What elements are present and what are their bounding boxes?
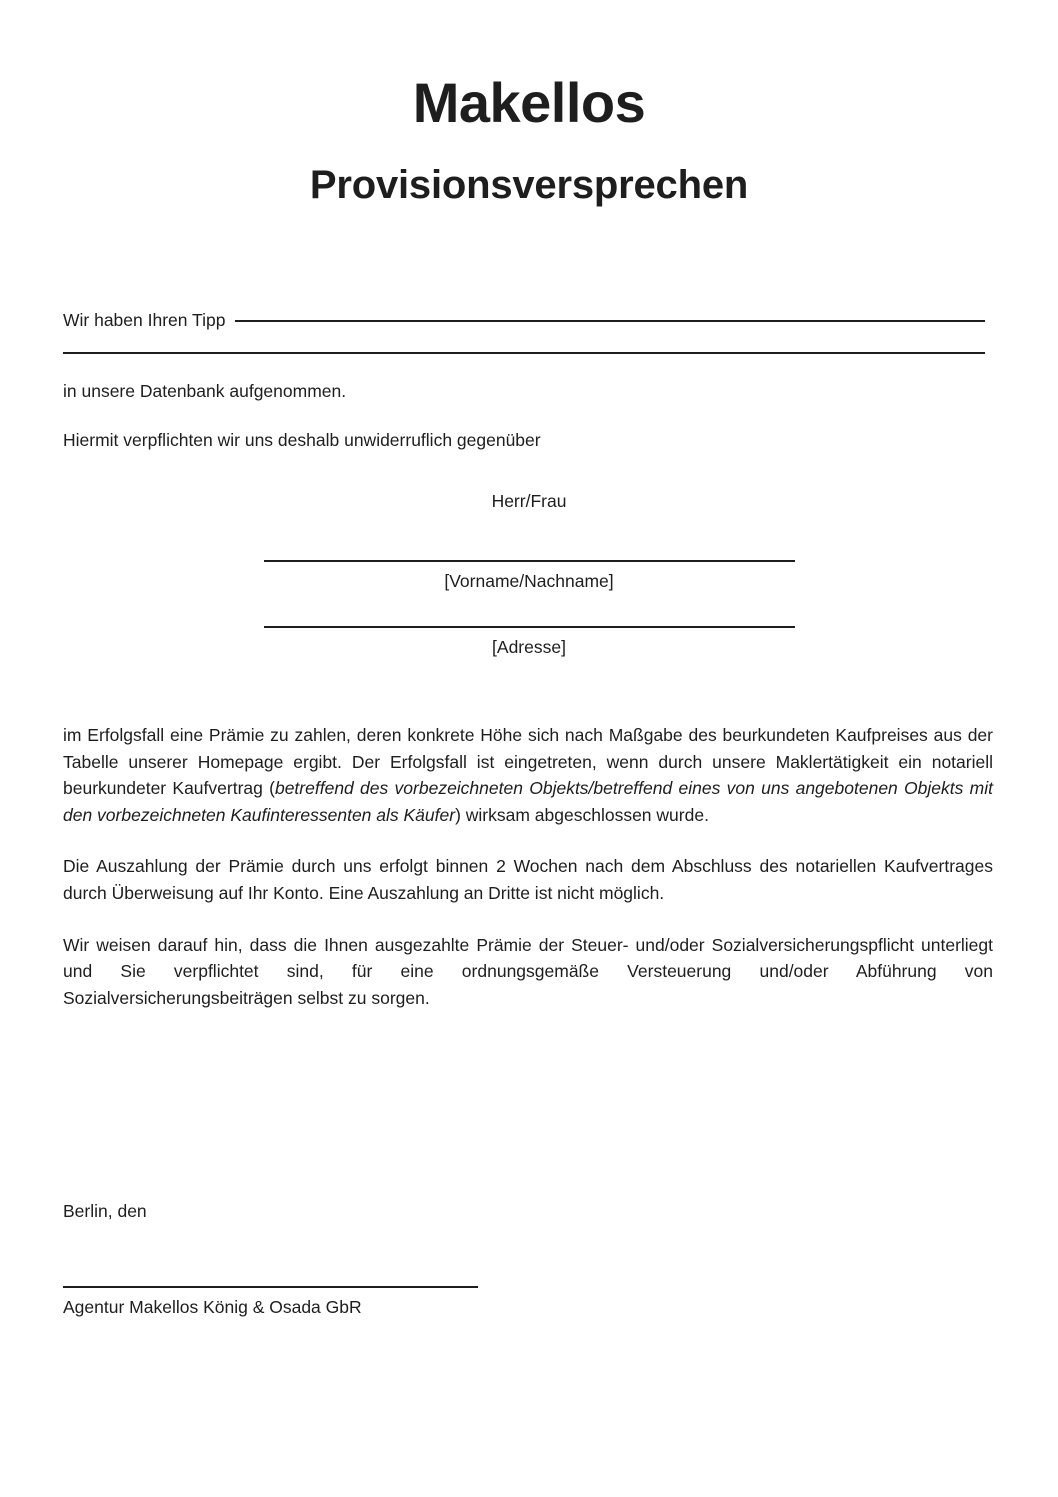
place-and-date: Berlin, den: [63, 1200, 147, 1221]
paragraph-commission-terms: [63, 722, 993, 828]
datenbank-line: in unsere Datenbank aufgenommen.: [63, 380, 347, 401]
recipient-name-caption: [Vorname/Nachname]: [444, 571, 614, 592]
company-name: Agentur Makellos König & Osada GbR: [63, 1297, 362, 1317]
signature-block: [63, 1286, 478, 1320]
tipp-field-row: [63, 308, 985, 333]
recipient-block: [0, 488, 1058, 659]
paragraph-payout-terms: Die Auszahlung der Prämie durch uns erfolgt binnen 2 Wochen nach dem Abschluss des notariellen Kaufvertrages durch Überweisung auf Ihr Konto. Eine Auszahlung an Dritte ist nicht möglich.: [63, 856, 993, 903]
body-paragraphs: [63, 722, 993, 1011]
tipp-continuation-line[interactable]: [63, 352, 985, 354]
recipient-address-caption: [Adresse]: [492, 636, 566, 657]
recipient-address-field: [264, 626, 795, 660]
obligation-line: Hiermit verpflichten wir uns deshalb unwiderruflich gegenüber: [63, 429, 541, 450]
paragraph-1-italic-clause: betreffend des vorbezeichneten Objekts/betreffend eines von uns angebotenen Objekts mit den vorbezeichneten Kaufinteressenten als Käufer: [63, 778, 993, 825]
paragraph-1-text-part-2: ) wirksam abgeschlossen wurde.: [455, 804, 709, 825]
tipp-label: Wir haben Ihren Tipp: [63, 310, 226, 330]
page-subtitle: Provisionsversprechen: [309, 162, 749, 207]
recipient-name-field: [264, 560, 795, 594]
recipient-salutation: Herr/Frau: [491, 491, 567, 511]
paragraph-tax-notice: Wir weisen darauf hin, dass die Ihnen ausgezahlte Prämie der Steuer- und/oder Sozialversicherungspflicht unterliegt und Sie verpflichtet sind, für eine ordnungsgemäße Versteuerung und/oder Abführung von Sozialversicherungsbeiträgen selbst zu sorgen.: [63, 934, 993, 1008]
page-title: Makellos: [412, 71, 646, 134]
paragraph-1-text-part-1: im Erfolgsfall eine Prämie zu zahlen, deren konkrete Höhe sich nach Maßgabe des beurkundeten Kaufpreises aus der Tabelle unserer Homepage ergibt. Der Erfolgsfall ist eingetreten, wenn durch unsere Maklertätigkeit ein notariell beurkundeter Kaufvertrag (: [63, 725, 993, 799]
tipp-input-line[interactable]: [235, 320, 985, 322]
